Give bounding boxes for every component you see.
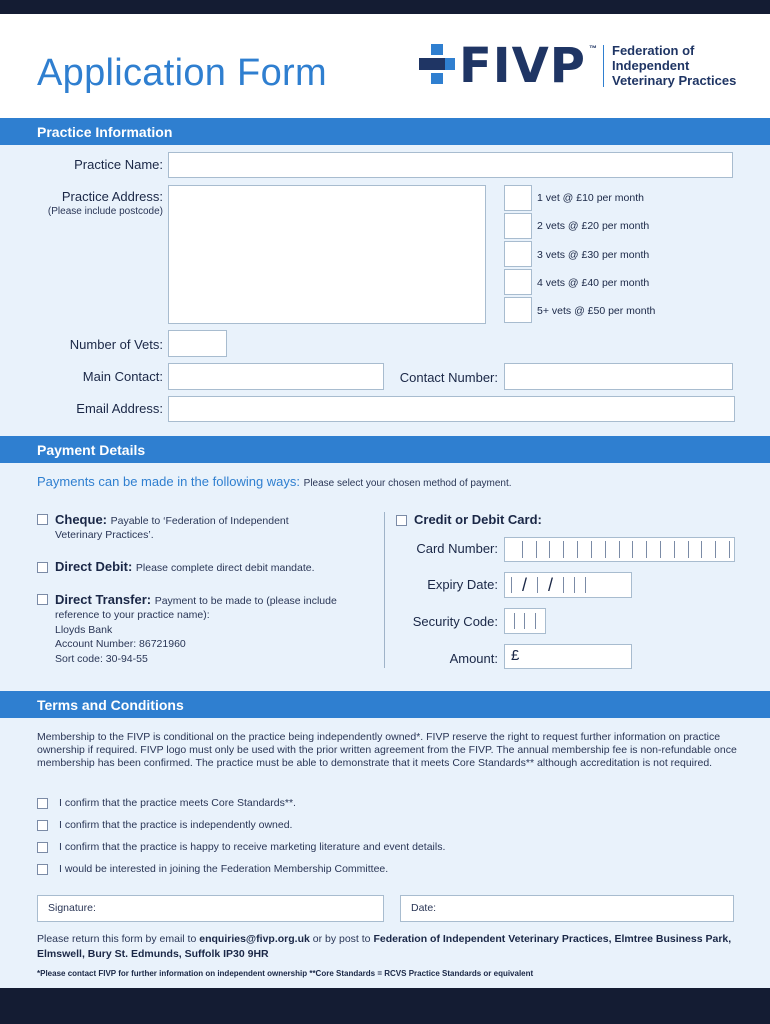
num-vets-input[interactable] [168,330,227,357]
practice-address-hint: (Please include postcode) [47,206,163,217]
num-vets-label: Number of Vets: [69,337,163,352]
email-input[interactable] [168,396,735,422]
trademark-symbol: ™ [589,44,597,53]
date-field[interactable]: Date: [400,895,734,922]
fivp-logo-icon [419,44,455,84]
vets-option-5-label: 5+ vets @ £50 per month [537,305,656,317]
footnote: *Please contact FIVP for further information on independent ownership **Core Standards = RCVS Practice Standards or equivalent [37,969,534,978]
logo-subtitle: Federation of Independent Veterinary Practices [612,43,737,88]
expiry-date-label: Expiry Date: [427,577,498,592]
contact-number-input[interactable] [504,363,733,390]
direct-transfer-checkbox[interactable] [37,594,48,605]
expiry-date-input[interactable]: / / [504,572,632,598]
section-practice-information: Practice Information [0,118,770,145]
bottom-bar [0,988,770,1024]
direct-transfer-details: reference to your practice name): Lloyds Bank Account Number: 86721960 Sort code: 30-94-55 [55,609,210,665]
page-title: Application Form [37,52,327,94]
payment-divider [384,512,385,668]
return-instructions: Please return this form by email to enquiries@fivp.org.uk or by post to Federation of Independent Veterinary Practices, Elmtree Business Park, Elmswell, Bury St. Edmunds, Suffolk IP30 9HR [37,933,732,960]
cheque-option: Cheque: Payable to ‘Federation of Independent [55,512,289,527]
section-payment-details: Payment Details [0,436,770,463]
contact-number-label: Contact Number: [399,370,498,385]
vets-option-1-checkbox[interactable] [504,185,532,211]
card-checkbox[interactable] [396,515,407,526]
logo-wordmark: FIVP [459,38,586,94]
practice-name-input[interactable] [168,152,733,178]
committee-interest-checkbox[interactable] [37,864,48,875]
vets-option-2-label: 2 vets @ £20 per month [537,220,650,232]
confirm-marketing-checkbox[interactable] [37,842,48,853]
confirm-core-standards-checkbox[interactable] [37,798,48,809]
card-number-input[interactable] [504,537,735,562]
vets-option-3-checkbox[interactable] [504,241,532,267]
vets-option-5-checkbox[interactable] [504,297,532,323]
terms-body: Membership to the FIVP is conditional on the practice being independently owned*. FIVP reserve the right to request further information on practice ownership if required. FIVP logo must only be used with the prior written agreement from the FIVP. The annual membership fee is non-refundable once membership has been confirmed. The practice must be able to demonstrate that it meets Core Standards** although accreditation is not required. [37,731,737,769]
practice-name-label: Practice Name: [74,157,163,172]
main-contact-label: Main Contact: [82,369,163,384]
cheque-checkbox[interactable] [37,514,48,525]
cheque-text-line-2: Veterinary Practices’. [55,529,154,541]
amount-label: Amount: [449,651,498,666]
direct-transfer-option: Direct Transfer: Payment to be made to (please include [55,592,337,607]
signature-field[interactable]: Signature: [37,895,384,922]
vets-option-3-label: 3 vets @ £30 per month [537,249,650,261]
vets-option-1-label: 1 vet @ £10 per month [537,192,644,204]
vets-option-2-checkbox[interactable] [504,213,532,239]
confirm-independent-label: I confirm that the practice is independently owned. [59,819,293,831]
security-code-input[interactable] [504,608,546,634]
card-option-title: Credit or Debit Card: [414,512,542,527]
confirm-independent-checkbox[interactable] [37,820,48,831]
confirm-marketing-label: I confirm that the practice is happy to receive marketing literature and event details. [59,841,446,853]
return-email-link[interactable]: enquiries@fivp.org.uk [199,933,310,945]
direct-debit-checkbox[interactable] [37,562,48,573]
card-number-label: Card Number: [416,541,498,556]
practice-address-input[interactable] [168,185,486,324]
direct-debit-option: Direct Debit: Please complete direct debit mandate. [55,559,315,574]
confirm-core-standards-label: I confirm that the practice meets Core Standards**. [59,797,296,809]
logo-divider [603,45,604,87]
practice-address-label: Practice Address: [61,189,163,204]
amount-input[interactable]: £ [504,644,632,669]
vets-option-4-checkbox[interactable] [504,269,532,295]
payment-heading: Payments can be made in the following ways: Please select your chosen method of payment. [37,474,512,489]
main-contact-input[interactable] [168,363,384,390]
section-terms: Terms and Conditions [0,691,770,718]
vets-option-4-label: 4 vets @ £40 per month [537,277,650,289]
committee-interest-label: I would be interested in joining the Federation Membership Committee. [59,863,389,875]
top-bar [0,0,770,14]
email-label: Email Address: [76,401,163,416]
security-code-label: Security Code: [412,614,498,629]
